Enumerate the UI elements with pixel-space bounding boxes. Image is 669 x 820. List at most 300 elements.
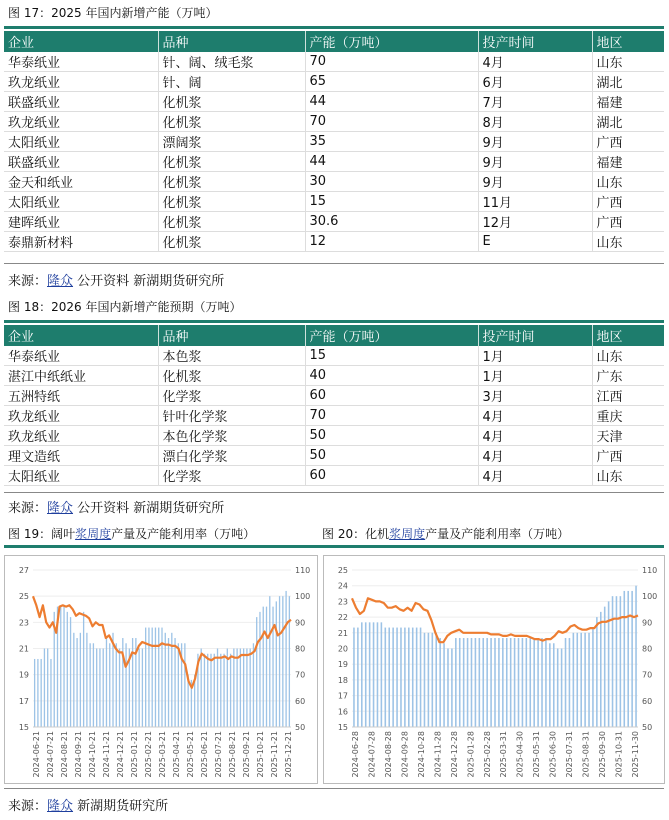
table-cell: 60 <box>305 466 478 486</box>
column-header: 投产时间 <box>478 31 592 52</box>
table-cell: 化机浆 <box>158 152 305 172</box>
table-cell: 玖龙纸业 <box>4 426 158 446</box>
table-cell: 湖北 <box>592 112 664 132</box>
table-cell: 44 <box>305 92 478 112</box>
table2-bottom-rule <box>4 492 664 493</box>
x-tick-label: 2024-06-28 <box>351 731 360 778</box>
x-tick-label: 2024-12-28 <box>449 731 459 778</box>
bar <box>455 638 457 727</box>
bar <box>152 628 153 727</box>
bar <box>404 628 406 727</box>
table-cell: 70 <box>305 112 478 132</box>
column-header: 地区 <box>592 325 664 346</box>
charts-bottom-rule <box>4 788 664 789</box>
chart19-caption: 图 19：阔叶浆周度产量及产能利用率（万吨） <box>8 527 256 541</box>
table-row <box>4 386 664 406</box>
table-cell: 9月 <box>478 132 592 152</box>
table-cell: 化机浆 <box>158 232 305 252</box>
bar <box>201 649 202 728</box>
chart20-svg <box>324 556 664 783</box>
table2-top-rule <box>4 320 664 323</box>
bar <box>416 628 418 727</box>
bar <box>227 649 228 728</box>
x-tick-label: 2025-02-21 <box>144 731 153 778</box>
bar <box>381 622 383 727</box>
bar <box>119 649 120 728</box>
bar <box>233 649 234 728</box>
table1-top-rule <box>4 26 664 29</box>
bar <box>588 633 590 727</box>
table-cell: 玖龙纸业 <box>4 72 158 92</box>
table-cell: 化机浆 <box>158 172 305 192</box>
bar <box>435 633 437 727</box>
bar <box>596 617 598 727</box>
table-cell: 化机浆 <box>158 192 305 212</box>
bar <box>263 607 264 727</box>
x-tick-label: 2025-01-28 <box>466 731 476 778</box>
y-left-tick-label: 21 <box>337 628 348 638</box>
x-tick-label: 2025-06-21 <box>200 731 209 778</box>
bar <box>549 643 551 727</box>
table-cell: 理文造纸 <box>4 446 158 466</box>
bar <box>459 638 461 727</box>
table-row <box>4 406 664 426</box>
x-tick-label: 2025-08-21 <box>228 731 237 778</box>
bar <box>353 628 355 727</box>
bar <box>529 638 531 727</box>
table-row <box>4 132 664 152</box>
table-cell: 4月 <box>478 406 592 426</box>
table-cell: 化机浆 <box>158 212 305 232</box>
x-tick-label: 2025-11-30 <box>631 731 640 778</box>
table-cell: 广西 <box>592 132 664 152</box>
table-cell: 山东 <box>592 346 664 366</box>
bar <box>522 638 524 727</box>
bar <box>220 654 221 727</box>
bar <box>184 643 185 727</box>
bar <box>50 659 51 727</box>
table-cell: 江西 <box>592 386 664 406</box>
table-cell: 玖龙纸业 <box>4 406 158 426</box>
x-tick-label: 2025-03-31 <box>499 731 509 778</box>
x-tick-label: 2024-07-28 <box>367 731 377 778</box>
source-link[interactable]: 隆众 <box>47 799 74 814</box>
table-row <box>4 152 664 172</box>
y-right-tick-label: 80 <box>642 644 653 654</box>
x-tick-label: 2025-08-31 <box>581 731 591 778</box>
y-left-tick-label: 17 <box>18 696 29 706</box>
table-cell: 1月 <box>478 346 592 366</box>
bar <box>408 628 410 727</box>
table-cell: 福建 <box>592 92 664 112</box>
bar <box>103 649 104 728</box>
bar <box>482 638 484 727</box>
bar <box>60 607 61 727</box>
column-header: 企业 <box>4 325 158 346</box>
bar <box>475 638 477 727</box>
x-tick-label: 2025-05-31 <box>532 731 542 778</box>
table-cell: 针、阔 <box>158 72 305 92</box>
charts-top-rule <box>4 545 664 548</box>
table-cell: 重庆 <box>592 406 664 426</box>
table-cell: 玖龙纸业 <box>4 112 158 132</box>
bar <box>96 649 97 728</box>
y-left-tick-label: 17 <box>337 691 348 701</box>
table-cell: 联盛纸业 <box>4 92 158 112</box>
bar <box>70 617 71 727</box>
x-tick-label: 2024-11-28 <box>433 731 443 778</box>
table-cell: 漂阔浆 <box>158 132 305 152</box>
table-cell: 化机浆 <box>158 112 305 132</box>
bar <box>494 638 496 727</box>
bar <box>63 607 64 727</box>
y-left-tick-label: 15 <box>18 723 29 732</box>
table-row <box>4 466 664 486</box>
bar <box>604 607 606 727</box>
bar <box>178 643 179 727</box>
y-right-tick-label: 100 <box>295 592 311 602</box>
table-cell: 15 <box>305 346 478 366</box>
bar <box>138 649 139 728</box>
table-cell: 1月 <box>478 366 592 386</box>
chart19 <box>4 555 318 784</box>
bar <box>289 596 290 727</box>
bar <box>569 638 571 727</box>
bar <box>428 633 430 727</box>
table-cell: 4月 <box>478 426 592 446</box>
x-tick-label: 2025-10-31 <box>614 731 624 778</box>
table-row <box>4 426 664 446</box>
y-right-tick-label: 80 <box>295 644 306 654</box>
bar <box>125 643 126 727</box>
table-cell: 本色化学浆 <box>158 426 305 446</box>
table-cell: 60 <box>305 386 478 406</box>
bar <box>580 633 582 727</box>
column-header: 产能（万吨） <box>305 31 478 52</box>
bar <box>439 638 441 727</box>
chart20-caption: 图 20：化机浆周度产量及产能利用率（万吨） <box>322 527 570 541</box>
x-tick-label: 2025-07-21 <box>214 731 223 778</box>
bar <box>259 612 260 727</box>
x-tick-label: 2024-10-28 <box>416 731 426 778</box>
bar <box>451 649 453 728</box>
y-right-tick-label: 70 <box>295 670 306 680</box>
table-cell: 太阳纸业 <box>4 192 158 212</box>
bar <box>109 643 110 727</box>
bar <box>76 638 77 727</box>
table-cell: 4月 <box>478 52 592 72</box>
table-cell: 联盛纸业 <box>4 152 158 172</box>
bar <box>573 633 575 727</box>
bar <box>490 638 492 727</box>
bar <box>246 649 247 728</box>
table-cell: 五洲特纸 <box>4 386 158 406</box>
y-left-tick-label: 15 <box>337 723 348 732</box>
bar <box>443 643 445 727</box>
table2-source: 来源：隆众 公开资料 新湖期货研究所 <box>8 501 225 516</box>
bar <box>240 649 241 728</box>
bar <box>635 586 637 727</box>
table-cell: 15 <box>305 192 478 212</box>
source-link[interactable]: 隆众 <box>47 501 74 516</box>
column-header: 品种 <box>158 325 305 346</box>
bar <box>285 591 286 727</box>
table-cell: 化机浆 <box>158 92 305 112</box>
bar <box>357 628 359 727</box>
bar <box>210 654 211 727</box>
x-tick-label: 2024-10-21 <box>88 731 97 778</box>
x-tick-label: 2025-09-30 <box>598 731 608 778</box>
table-cell: 山东 <box>592 52 664 72</box>
bar <box>479 638 481 727</box>
bar <box>537 638 539 727</box>
table-cell: 华泰纸业 <box>4 52 158 72</box>
x-tick-label: 2024-11-21 <box>102 731 111 778</box>
bar <box>223 654 224 727</box>
bar <box>486 638 488 727</box>
bar <box>616 596 618 727</box>
table-cell: 7月 <box>478 92 592 112</box>
bar <box>385 628 387 727</box>
bar <box>541 638 543 727</box>
x-tick-label: 2024-09-21 <box>74 731 83 778</box>
table1-source: 来源：隆众 公开资料 新湖期货研究所 <box>8 274 225 289</box>
bar <box>204 654 205 727</box>
y-right-tick-label: 110 <box>642 566 658 575</box>
x-tick-label: 2025-12-21 <box>284 731 293 778</box>
table-cell: 广西 <box>592 192 664 212</box>
table-cell: 4月 <box>478 466 592 486</box>
bar <box>412 628 414 727</box>
table-cell: 3月 <box>478 386 592 406</box>
bar <box>447 649 449 728</box>
table-cell: 华泰纸业 <box>4 346 158 366</box>
bar <box>106 638 107 727</box>
bar <box>584 633 586 727</box>
y-right-tick-label: 90 <box>642 618 653 628</box>
bar <box>506 638 508 727</box>
bar <box>276 601 277 727</box>
bar <box>279 596 280 727</box>
table-cell: 70 <box>305 52 478 72</box>
table-cell: 山东 <box>592 232 664 252</box>
table-cell: 40 <box>305 366 478 386</box>
bar <box>467 638 469 727</box>
column-header: 产能（万吨） <box>305 325 478 346</box>
table-cell: 广西 <box>592 212 664 232</box>
x-tick-label: 2025-09-21 <box>242 731 251 778</box>
bar <box>67 612 68 727</box>
bar <box>553 643 555 727</box>
table-cell: 针叶化学浆 <box>158 406 305 426</box>
table-cell: 30.6 <box>305 212 478 232</box>
bar <box>463 638 465 727</box>
table-row <box>4 212 664 232</box>
bar <box>155 628 156 727</box>
y-right-tick-label: 60 <box>642 696 653 706</box>
bar <box>80 633 81 727</box>
table1-caption: 图 17：2025 年国内新增产能（万吨） <box>8 6 218 20</box>
table-cell: 50 <box>305 446 478 466</box>
y-left-tick-label: 19 <box>18 670 29 680</box>
bar <box>83 612 84 727</box>
x-tick-label: 2025-06-30 <box>548 731 558 778</box>
y-left-tick-label: 20 <box>337 644 348 654</box>
bar <box>256 617 257 727</box>
y-right-tick-label: 70 <box>642 670 653 680</box>
x-tick-label: 2024-09-28 <box>400 731 410 778</box>
bar <box>400 628 402 727</box>
bar <box>592 628 594 727</box>
table-cell: 湛江中纸纸业 <box>4 366 158 386</box>
y-right-tick-label: 90 <box>295 618 306 628</box>
bar <box>631 591 633 727</box>
x-tick-label: 2025-10-21 <box>256 731 265 778</box>
table-cell: 12月 <box>478 212 592 232</box>
y-left-tick-label: 23 <box>337 597 348 607</box>
bar <box>498 638 500 727</box>
bar <box>373 622 375 727</box>
y-left-tick-label: 18 <box>337 675 348 685</box>
table1 <box>4 31 664 252</box>
column-header: 地区 <box>592 31 664 52</box>
table-row <box>4 192 664 212</box>
table-row <box>4 72 664 92</box>
table-cell: 50 <box>305 426 478 446</box>
bar <box>510 638 512 727</box>
table-cell: 11月 <box>478 192 592 212</box>
table-cell: 漂白化学浆 <box>158 446 305 466</box>
bar <box>533 638 535 727</box>
bar <box>612 596 614 727</box>
table-cell: 30 <box>305 172 478 192</box>
bar <box>388 628 390 727</box>
bar <box>432 633 434 727</box>
table-cell: 65 <box>305 72 478 92</box>
table-row <box>4 112 664 132</box>
table-cell: 化学浆 <box>158 386 305 406</box>
y-left-tick-label: 19 <box>337 660 348 670</box>
y-left-tick-label: 21 <box>18 644 29 654</box>
bar <box>207 654 208 727</box>
table-cell: 8月 <box>478 112 592 132</box>
table-cell: 化机浆 <box>158 366 305 386</box>
table-cell: 天津 <box>592 426 664 446</box>
table1-bottom-rule <box>4 263 664 264</box>
y-right-tick-label: 60 <box>295 696 306 706</box>
table-cell: 化学浆 <box>158 466 305 486</box>
y-left-tick-label: 23 <box>18 618 29 628</box>
bar <box>627 591 629 727</box>
bar <box>93 643 94 727</box>
bar <box>34 659 35 727</box>
bar <box>471 638 473 727</box>
table-cell: 湖北 <box>592 72 664 92</box>
bar <box>365 622 367 727</box>
y-right-tick-label: 50 <box>642 723 653 732</box>
y-right-tick-label: 50 <box>295 723 306 732</box>
table-cell: 山东 <box>592 466 664 486</box>
x-tick-label: 2024-12-21 <box>116 731 125 778</box>
table-cell: 44 <box>305 152 478 172</box>
table-row <box>4 172 664 192</box>
table-row <box>4 366 664 386</box>
bar <box>557 649 559 728</box>
table-cell: 针、阔、绒毛浆 <box>158 52 305 72</box>
table-cell: 9月 <box>478 152 592 172</box>
table-row <box>4 446 664 466</box>
chart19-svg <box>5 556 317 783</box>
bar <box>214 654 215 727</box>
x-tick-label: 2024-07-21 <box>46 731 55 778</box>
bar <box>526 638 528 727</box>
bar <box>148 628 149 727</box>
table2-caption: 图 18：2026 年国内新增产能预期（万吨） <box>8 300 242 314</box>
table-cell: 6月 <box>478 72 592 92</box>
x-tick-label: 2025-07-31 <box>565 731 575 778</box>
bar <box>73 633 74 727</box>
bar <box>168 638 169 727</box>
bar <box>361 622 363 727</box>
table-cell: 广东 <box>592 366 664 386</box>
series-line <box>352 598 638 642</box>
y-left-tick-label: 25 <box>337 566 348 575</box>
table-row <box>4 232 664 252</box>
table-cell: 太阳纸业 <box>4 132 158 152</box>
y-right-tick-label: 110 <box>295 566 311 575</box>
y-left-tick-label: 22 <box>337 613 348 623</box>
bar <box>518 638 520 727</box>
column-header: 品种 <box>158 31 305 52</box>
bar <box>236 649 237 728</box>
bar <box>576 633 578 727</box>
table-cell: 9月 <box>478 172 592 192</box>
table-row <box>4 346 664 366</box>
bar <box>269 596 270 727</box>
bar <box>369 622 371 727</box>
bar <box>396 628 398 727</box>
y-left-tick-label: 24 <box>337 581 348 591</box>
table-cell: 35 <box>305 132 478 152</box>
source-link[interactable]: 隆众 <box>47 274 74 289</box>
column-header: 投产时间 <box>478 325 592 346</box>
table-row <box>4 52 664 72</box>
bar <box>266 607 267 727</box>
table-cell: 太阳纸业 <box>4 466 158 486</box>
bar <box>89 643 90 727</box>
x-tick-label: 2025-04-30 <box>515 731 525 778</box>
table-row <box>4 92 664 112</box>
table-cell: 广西 <box>592 446 664 466</box>
table-cell: E <box>478 232 592 252</box>
table-cell: 本色浆 <box>158 346 305 366</box>
table-cell: 70 <box>305 406 478 426</box>
bar <box>514 638 516 727</box>
bar <box>47 649 48 728</box>
bar <box>545 638 547 727</box>
x-tick-label: 2025-11-21 <box>270 731 279 778</box>
bar <box>112 633 113 727</box>
footer-source: 来源：隆众 新湖期货研究所 <box>8 799 169 814</box>
table-cell: 4月 <box>478 446 592 466</box>
bar <box>561 649 563 728</box>
bar <box>86 633 87 727</box>
bar <box>624 591 626 727</box>
bar <box>565 638 567 727</box>
bar <box>420 628 422 727</box>
x-tick-label: 2024-06-21 <box>32 731 41 778</box>
table-cell: 山东 <box>592 172 664 192</box>
